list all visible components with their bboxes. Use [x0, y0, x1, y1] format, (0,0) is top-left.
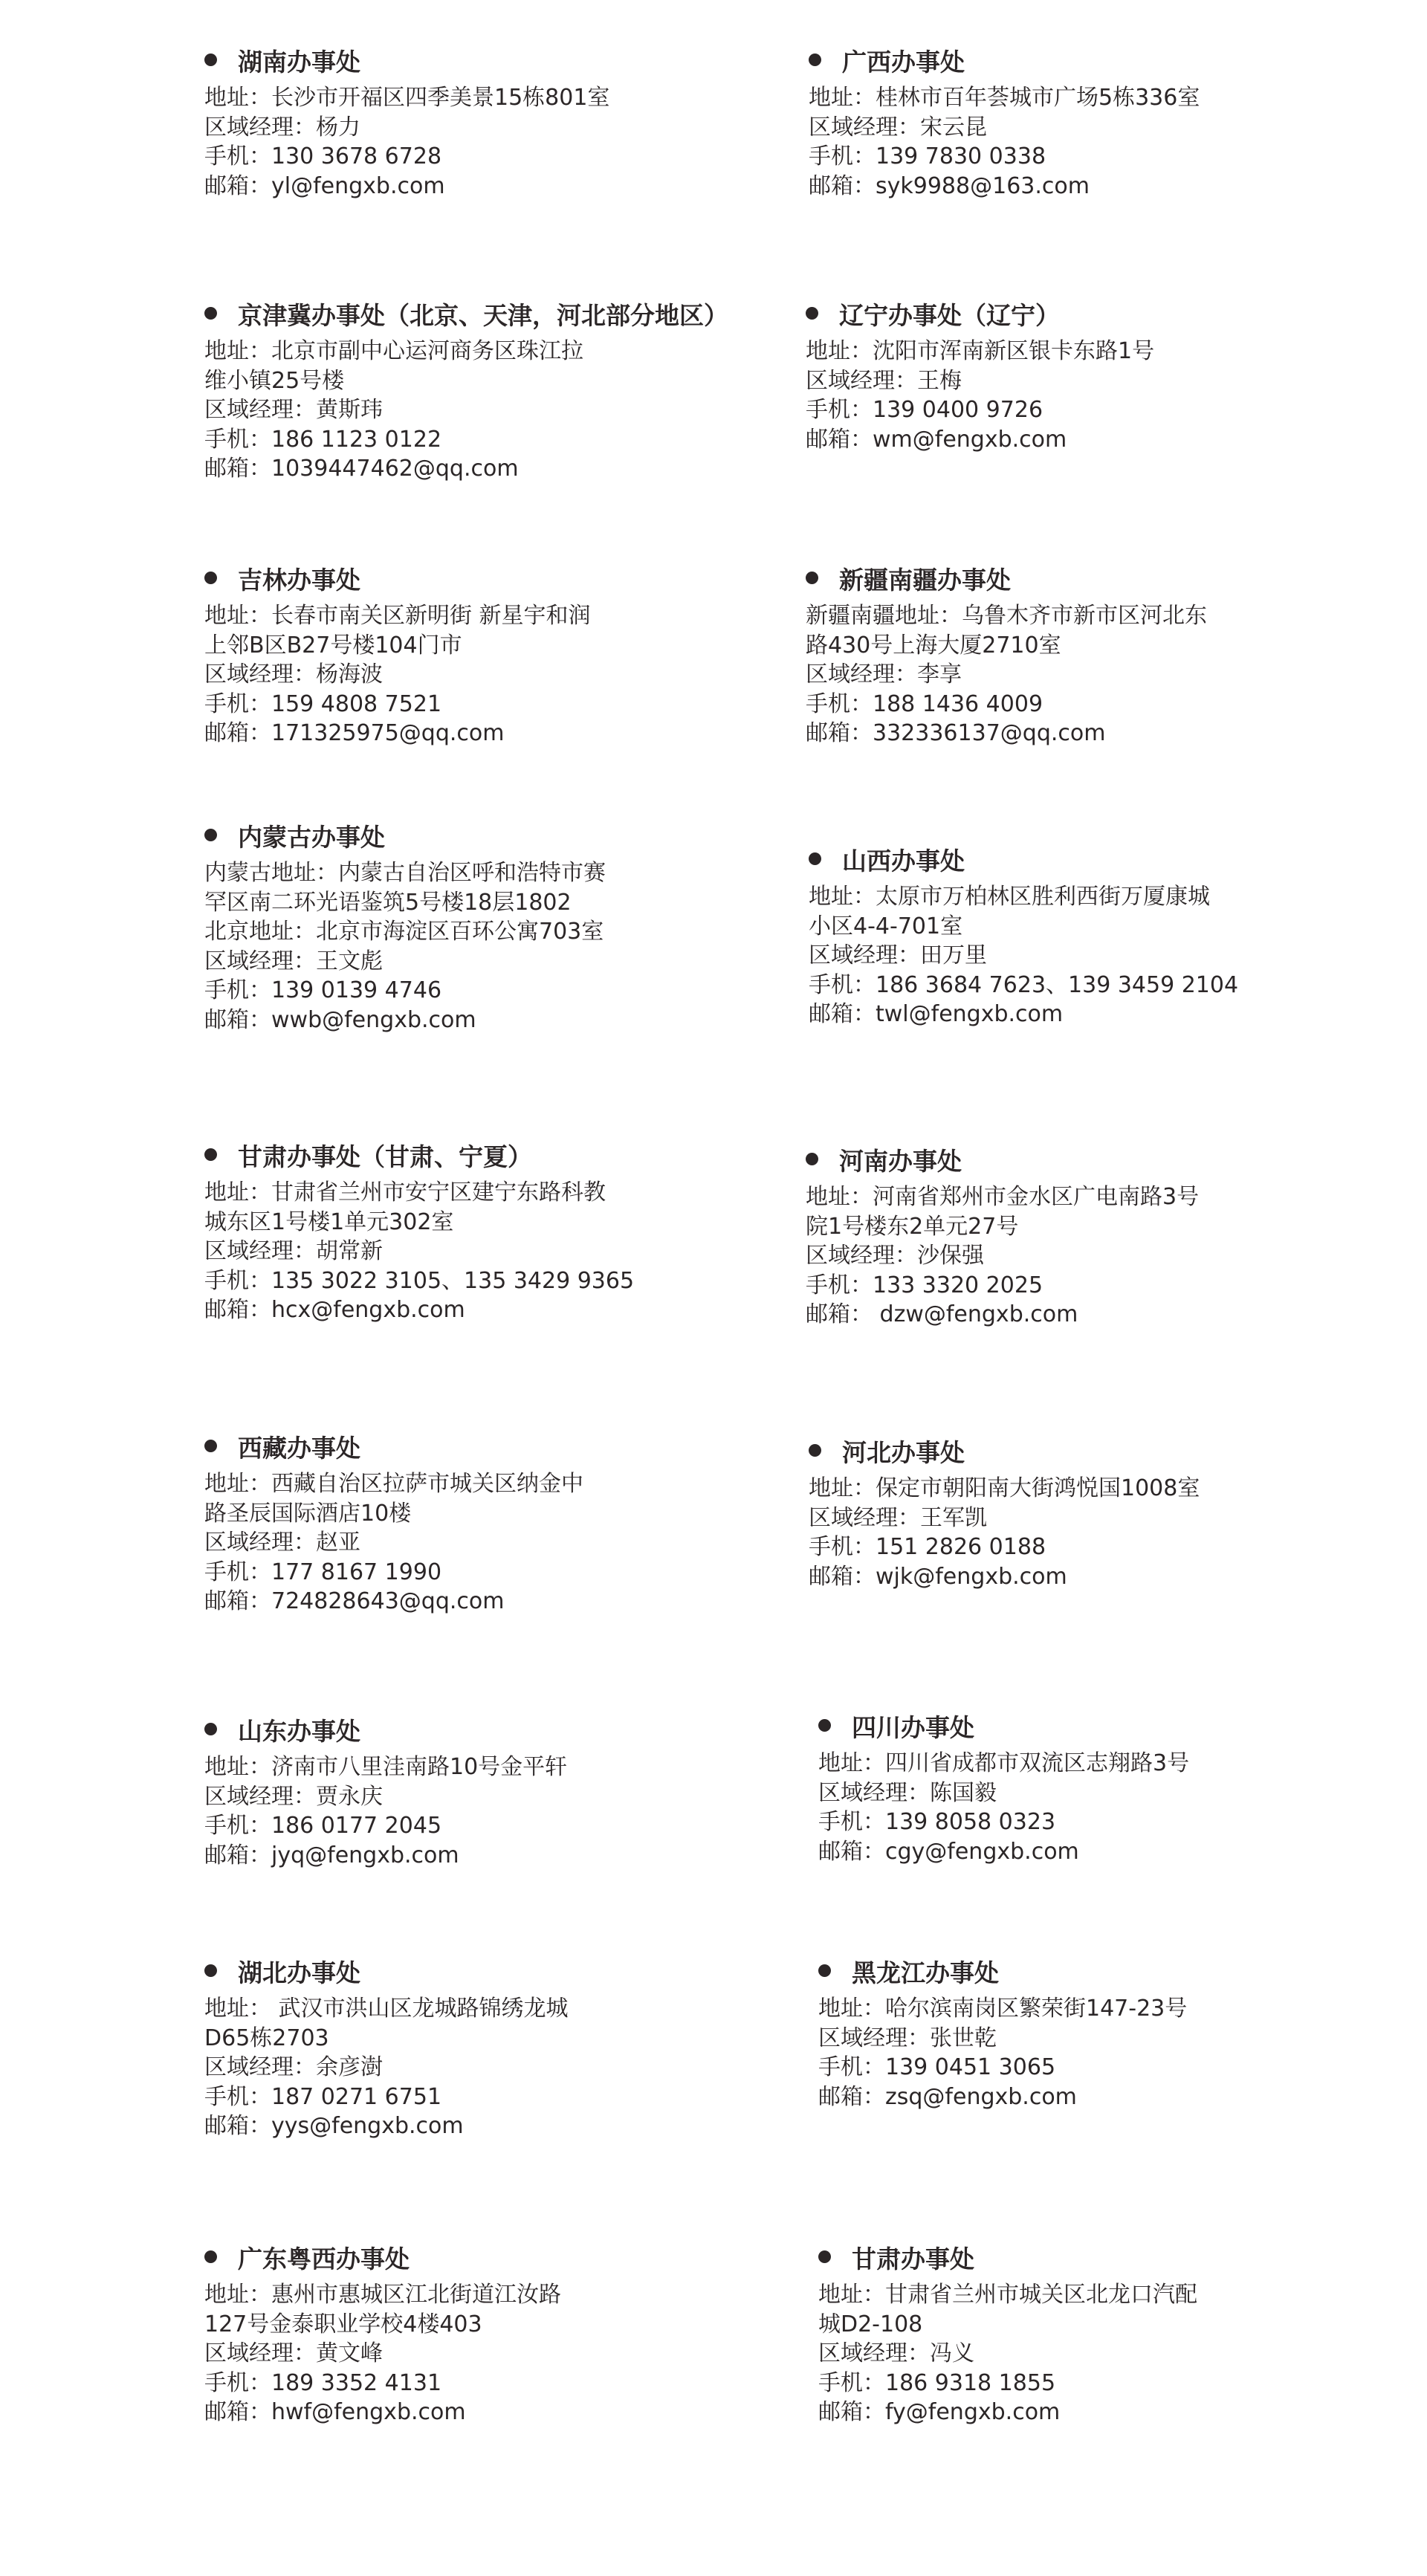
- bullet-icon: [809, 1444, 821, 1457]
- office-email: 邮箱：332336137@qq.com: [806, 720, 1106, 746]
- office-card: [806, 301, 1326, 454]
- office-manager: 区域经理：赵亚: [204, 1530, 360, 1556]
- office-address: 院1号楼东2单元27号: [806, 1213, 1019, 1240]
- office-phone: 手机：186 1123 0122: [204, 426, 442, 453]
- office-email: 邮箱： dzw@fengxb.com: [806, 1301, 1078, 1327]
- office-manager: 区域经理：胡常新: [204, 1238, 383, 1264]
- office-address: 北京地址：北京市海淀区百环公寓703室: [204, 919, 604, 945]
- office-phone: 手机：189 3352 4131: [204, 2369, 442, 2396]
- office-card: [806, 1147, 1326, 1330]
- office-address: 地址：哈尔滨南岗区繁荣街147-23号: [818, 1996, 1188, 2022]
- office-address: 路圣辰国际酒店10楼: [204, 1500, 412, 1527]
- office-address: 内蒙古地址：内蒙古自治区呼和浩特市赛: [204, 860, 606, 886]
- office-title: 黑龙江办事处: [852, 1958, 999, 1987]
- office-card: [204, 566, 725, 748]
- office-manager: 区域经理：王梅: [806, 367, 962, 394]
- office-address: 罕区南二环光语鉴筑5号楼18层1802: [204, 889, 572, 916]
- office-title: 内蒙古办事处: [238, 823, 385, 852]
- bullet-icon: [806, 1153, 818, 1165]
- bullet-icon: [806, 572, 818, 584]
- office-phone: 手机：151 2826 0188: [809, 1534, 1046, 1560]
- office-manager: 区域经理：宋云昆: [809, 114, 987, 140]
- office-phone: 手机：139 0139 4746: [204, 977, 442, 1003]
- office-address: 路430号上海大厦2710室: [806, 632, 1061, 658]
- office-address: 地址：长春市南关区新明街 新星宇和润: [204, 603, 591, 629]
- office-email: 邮箱：cgy@fengxb.com: [818, 1838, 1079, 1865]
- office-phone: 手机：130 3678 6728: [204, 143, 442, 169]
- office-manager: 区域经理：王军凯: [809, 1504, 987, 1531]
- office-address: 地址：沈阳市浑南新区银卡东路1号: [806, 338, 1155, 364]
- office-address: 地址：四川省成都市双流区志翔路3号: [818, 1750, 1190, 1776]
- bullet-icon: [204, 829, 217, 841]
- office-address: 地址：太原市万柏林区胜利西街万厦康城: [809, 884, 1210, 910]
- office-card: [809, 847, 1329, 1029]
- office-address: 地址：甘肃省兰州市安宁区建宁东路科教: [204, 1179, 606, 1206]
- office-address: 地址： 武汉市洪山区龙城路锦绣龙城: [204, 1996, 569, 2022]
- office-address: 地址：西藏自治区拉萨市城关区纳金中: [204, 1471, 583, 1497]
- office-phone: 手机：139 0451 3065: [818, 2054, 1056, 2080]
- office-phone: 手机：186 9318 1855: [818, 2369, 1056, 2396]
- office-address: 城D2-108: [818, 2311, 923, 2337]
- office-card: [204, 2245, 725, 2427]
- office-manager: 区域经理：张世乾: [818, 2025, 997, 2051]
- office-phone: 手机：139 8058 0323: [818, 1809, 1056, 1835]
- office-phone: 手机：133 3320 2025: [806, 1272, 1043, 1298]
- office-manager: 区域经理：黄文峰: [204, 2340, 383, 2366]
- office-manager: 区域经理：田万里: [809, 942, 987, 968]
- office-phone: 手机：187 0271 6751: [204, 2083, 442, 2110]
- office-card: [204, 1717, 725, 1870]
- bullet-icon: [806, 307, 818, 320]
- office-phone: 手机：188 1436 4009: [806, 690, 1043, 717]
- bullet-icon: [809, 852, 821, 865]
- bullet-icon: [204, 1440, 217, 1452]
- office-card: [204, 48, 725, 201]
- office-title: 广东粤西办事处: [238, 2245, 410, 2274]
- bullet-icon: [204, 307, 217, 320]
- office-card: [809, 48, 1329, 201]
- office-card: [204, 1142, 725, 1325]
- office-phone: 手机：159 4808 7521: [204, 690, 442, 717]
- bullet-icon: [818, 1719, 831, 1732]
- office-email: 邮箱：wm@fengxb.com: [806, 426, 1067, 453]
- office-email: 邮箱：171325975@qq.com: [204, 720, 505, 746]
- office-title: 河南办事处: [839, 1147, 962, 1176]
- office-address: 地址：惠州市惠城区江北街道江汝路: [204, 2282, 561, 2308]
- office-card: [204, 1958, 725, 2141]
- office-email: 邮箱：wjk@fengxb.com: [809, 1563, 1067, 1590]
- office-title: 辽宁办事处（辽宁）: [839, 301, 1060, 330]
- office-manager: 区域经理：余彦澍: [204, 2054, 383, 2080]
- office-manager: 区域经理：陈国毅: [818, 1779, 997, 1806]
- office-manager: 区域经理：沙保强: [806, 1243, 984, 1269]
- office-address: 城东区1号楼1单元302室: [204, 1208, 454, 1235]
- office-address: 地址：济南市八里洼南路10号金平轩: [204, 1754, 568, 1780]
- office-email: 邮箱：twl@fengxb.com: [809, 1001, 1064, 1027]
- office-title: 山西办事处: [842, 847, 965, 876]
- office-title: 四川办事处: [852, 1713, 974, 1742]
- office-address: 地址：桂林市百年荟城市广场5栋336室: [809, 85, 1200, 111]
- office-email: 邮箱：wwb@fengxb.com: [204, 1006, 476, 1033]
- office-address: 维小镇25号楼: [204, 367, 345, 394]
- office-title: 甘肃办事处: [852, 2245, 974, 2274]
- bullet-icon: [809, 54, 821, 66]
- office-phone: 手机：186 0177 2045: [204, 1813, 442, 1839]
- office-address: 上邻B区B27号楼104门市: [204, 632, 462, 658]
- bullet-icon: [818, 1964, 831, 1977]
- office-phone: 手机：139 0400 9726: [806, 397, 1043, 423]
- office-title: 新疆南疆办事处: [839, 566, 1011, 595]
- office-email: 邮箱：jyq@fengxb.com: [204, 1842, 459, 1868]
- office-email: 邮箱：zsq@fengxb.com: [818, 2083, 1077, 2110]
- office-manager: 区域经理：贾永庆: [204, 1783, 383, 1810]
- office-card: [818, 1958, 1339, 2111]
- office-phone: 手机：177 8167 1990: [204, 1559, 442, 1585]
- office-manager: 区域经理：李享: [806, 661, 962, 687]
- bullet-icon: [204, 2250, 217, 2263]
- office-phone: 手机：135 3022 3105、135 3429 9365: [204, 1267, 635, 1294]
- office-card: [806, 566, 1326, 748]
- office-title: 广西办事处: [842, 48, 965, 77]
- office-address: 地址：长沙市开福区四季美景15栋801室: [204, 85, 610, 111]
- office-address: 127号金泰职业学校4楼403: [204, 2311, 482, 2337]
- bullet-icon: [204, 572, 217, 584]
- office-manager: 区域经理：杨海波: [204, 661, 383, 687]
- office-title: 山东办事处: [238, 1717, 360, 1746]
- office-manager: 区域经理：杨力: [204, 114, 360, 140]
- office-email: 邮箱：hwf@fengxb.com: [204, 2399, 466, 2425]
- office-address: D65栋2703: [204, 2025, 329, 2051]
- office-manager: 区域经理：王文彪: [204, 948, 383, 974]
- office-address: 新疆南疆地址：乌鲁木齐市新市区河北东: [806, 603, 1207, 629]
- office-email: 邮箱：syk9988@163.com: [809, 172, 1090, 199]
- office-email: 邮箱：724828643@qq.com: [204, 1588, 505, 1614]
- bullet-icon: [204, 1964, 217, 1977]
- bullet-icon: [204, 1723, 217, 1735]
- office-address: 地址：北京市副中心运河商务区珠江拉: [204, 338, 583, 364]
- office-title: 湖南办事处: [238, 48, 360, 77]
- office-phone: 手机：186 3684 7623、139 3459 2104: [809, 971, 1239, 998]
- office-card: [818, 1713, 1339, 1866]
- office-card: [204, 823, 725, 1035]
- bullet-icon: [204, 54, 217, 66]
- office-title: 湖北办事处: [238, 1958, 360, 1987]
- office-card: [818, 2245, 1339, 2427]
- office-email: 邮箱：yys@fengxb.com: [204, 2113, 464, 2139]
- office-address: 地址：河南省郑州市金水区广电南路3号: [806, 1184, 1200, 1210]
- office-email: 邮箱：fy@fengxb.com: [818, 2399, 1061, 2425]
- office-title: 河北办事处: [842, 1438, 965, 1467]
- office-address: 地址：甘肃省兰州市城关区北龙口汽配: [818, 2282, 1197, 2308]
- bullet-icon: [818, 2250, 831, 2263]
- office-title: 吉林办事处: [238, 566, 360, 595]
- office-phone: 手机：139 7830 0338: [809, 143, 1046, 169]
- office-address: 小区4-4-701室: [809, 913, 963, 939]
- office-email: 邮箱：1039447462@qq.com: [204, 456, 519, 482]
- office-card: [809, 1438, 1329, 1591]
- office-manager: 区域经理：冯义: [818, 2340, 974, 2366]
- office-address: 地址：保定市朝阳南大街鸿悦国1008室: [809, 1475, 1200, 1501]
- office-card: [204, 301, 728, 484]
- office-email: 邮箱：yl@fengxb.com: [204, 172, 445, 199]
- office-email: 邮箱：hcx@fengxb.com: [204, 1297, 465, 1323]
- bullet-icon: [204, 1148, 217, 1161]
- office-card: [204, 1434, 725, 1617]
- office-title: 西藏办事处: [238, 1434, 360, 1463]
- office-title: 京津冀办事处（北京、天津，河北部分地区）: [238, 301, 728, 330]
- office-manager: 区域经理：黄斯玮: [204, 397, 383, 423]
- office-title: 甘肃办事处（甘肃、宁夏）: [238, 1142, 532, 1171]
